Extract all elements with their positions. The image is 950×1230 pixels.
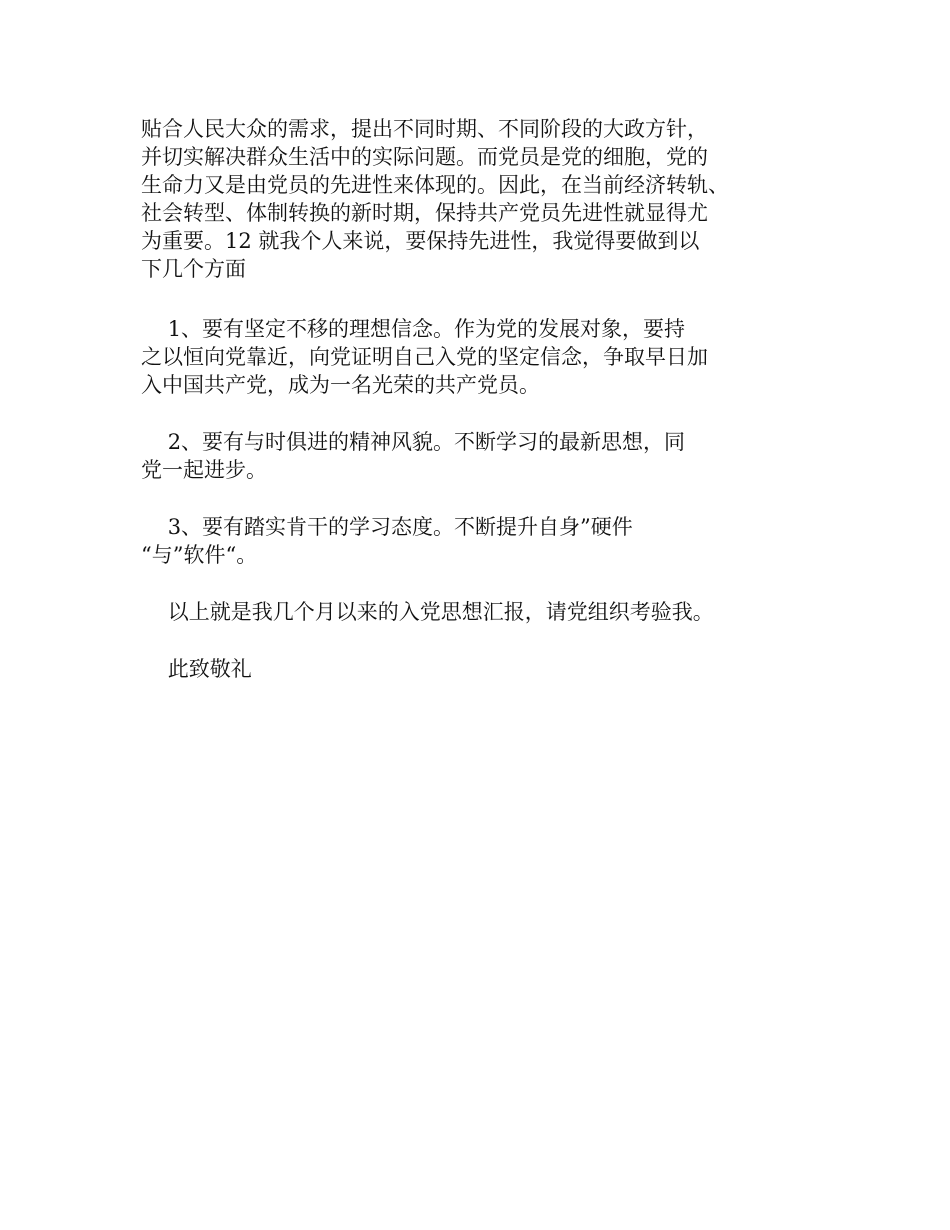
text-line: 党一起进步。 bbox=[141, 458, 267, 482]
paragraph-closing bbox=[141, 655, 841, 683]
text-line: 并切实解决群众生活中的实际问题。而党员是党的细胞，党的 bbox=[141, 145, 708, 169]
text-line: 贴合人民大众的需求，提出不同时期、不同阶段的大政方针， bbox=[141, 117, 708, 141]
text-line: 为重要。12 就我个人来说，要保持先进性，我觉得要做到以 bbox=[141, 229, 700, 253]
paragraph-point-1 bbox=[141, 315, 841, 399]
text-line: 之以恒向党靠近，向党证明自己入党的坚定信念，争取早日加 bbox=[141, 345, 708, 369]
text-line: 2、要有与时俱进的精神风貌。不断学习的最新思想，同 bbox=[141, 430, 686, 454]
text-line: 社会转型、体制转换的新时期，保持共产党员先进性就显得尤 bbox=[141, 201, 708, 225]
paragraph-conclusion bbox=[141, 598, 841, 626]
text-line: 1、要有坚定不移的理想信念。作为党的发展对象，要持 bbox=[141, 317, 686, 341]
text-line: 以上就是我几个月以来的入党思想汇报，请党组织考验我。 bbox=[141, 600, 714, 624]
text-line: 生命力又是由党员的先进性来体现的。因此，在当前经济转轨、 bbox=[141, 173, 729, 197]
paragraph-point-3 bbox=[141, 513, 841, 569]
text-line: 此致敬礼 bbox=[141, 657, 252, 681]
text-line: “与”软件“。 bbox=[141, 543, 258, 567]
text-line: 3、要有踏实肯干的学习态度。不断提升自身”硬件 bbox=[141, 515, 633, 539]
paragraph-point-2 bbox=[141, 428, 841, 484]
paragraph-intro bbox=[141, 115, 841, 283]
text-line: 入中国共产党，成为一名光荣的共产党员。 bbox=[141, 373, 540, 397]
text-line: 下几个方面 bbox=[141, 257, 246, 281]
